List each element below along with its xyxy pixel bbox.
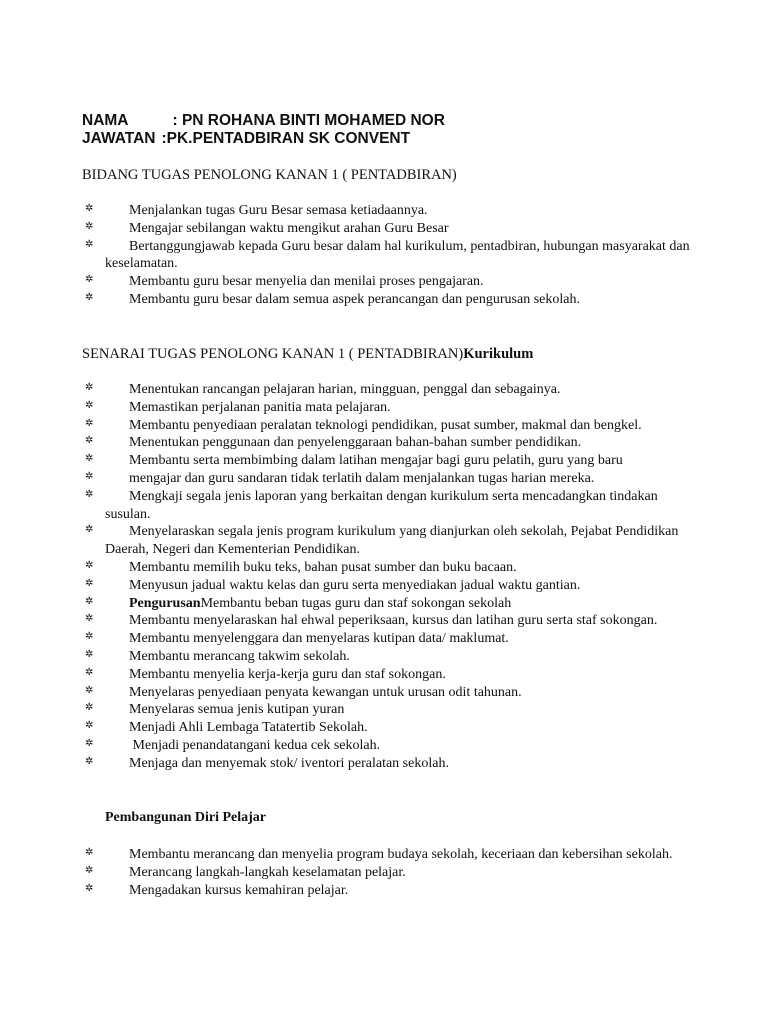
- bullet-icon: ✲: [85, 238, 94, 250]
- list-item: ✲ Membantu merancang takwim sekolah.: [85, 648, 350, 664]
- list-item: ✲ Mengajar sebilangan waktu mengikut arahan Guru Besar: [85, 220, 449, 236]
- bullet-icon: ✲: [85, 631, 94, 643]
- list-item: ✲ Menentukan penggunaan dan penyelenggaraan bahan-bahan sumber pendidikan.: [85, 435, 582, 451]
- list-item: ✲ Mengadakan kursus kemahiran pelajar.: [85, 882, 349, 898]
- bullet-icon: ✲: [85, 524, 94, 536]
- list-item: ✲ Menyelaras semua jenis kutipan yuran: [85, 702, 345, 718]
- list-item: ✲ Membantu merancang dan menyelia program budaya sekolah, keceriaan dan kebersihan sekolah.: [85, 847, 673, 862]
- list-item: ✲ Membantu serta membimbing dalam latihan mengajar bagi guru pelatih, guru yang baru: [85, 453, 623, 469]
- list-item: ✲ Menyelaras penyediaan penyata kewangan untuk urusan odit tahunan.: [85, 684, 522, 700]
- bullet-icon: ✲: [85, 220, 94, 232]
- bullet-icon: ✲: [85, 648, 94, 660]
- list-item: ✲ Bertanggungjawab kepada Guru besar dalam hal kurikulum, pentadbiran, hubungan masyarakat dan keselamatan.: [85, 238, 690, 272]
- bullet-icon: ✲: [85, 399, 94, 411]
- bullet-icon: ✲: [85, 755, 94, 767]
- bullet-icon: ✲: [85, 291, 94, 303]
- bullet-icon: ✲: [85, 203, 94, 214]
- list-item: ✲ Membantu penyediaan peralatan teknologi pendidikan, pusat sumber, makmal dan bengkel.: [85, 417, 642, 433]
- list-item: ✲ Memastikan perjalanan panitia mata pelajaran.: [85, 399, 391, 415]
- position-value: :PK.PENTADBIRAN SK CONVENT: [161, 130, 411, 147]
- bullet-icon: ✲: [85, 666, 94, 678]
- bullet-icon: ✲: [85, 417, 94, 429]
- bullet-icon: ✲: [85, 613, 94, 625]
- list-item: ✲ Merancang langkah-langkah keselamatan pelajar.: [85, 864, 406, 880]
- list-item: ✲ Membantu guru besar menyelia dan menilai proses pengajaran.: [85, 274, 484, 290]
- bullet-icon: ✲: [85, 595, 94, 607]
- list-item: ✲ Membantu menyelia kerja-kerja guru dan staf sokongan.: [85, 666, 446, 682]
- list-item: ✲ Membantu guru besar dalam semua aspek perancangan dan pengurusan sekolah.: [85, 291, 580, 307]
- list-item: ✲ Mengkaji segala jenis laporan yang berkaitan dengan kurikulum serta mencadangkan tindakan susulan.: [85, 488, 658, 522]
- bullet-icon: ✲: [85, 864, 94, 876]
- list-item: ✲ Menentukan rancangan pelajaran harian, mingguan, penggal dan sebagainya.: [85, 382, 561, 397]
- bullet-icon: ✲: [85, 488, 94, 500]
- bullet-icon: ✲: [85, 702, 94, 714]
- bullet-icon: ✲: [85, 453, 94, 465]
- senarai-list: [85, 381, 705, 773]
- senarai-title: SENARAI TUGAS PENOLONG KANAN 1 ( PENTADBIRAN)Kurikulum: [82, 346, 534, 362]
- bidang-list: [85, 202, 705, 309]
- pengurusan-label: Pengurusan: [129, 595, 201, 611]
- list-item: ✲ PengurusanMembantu beban tugas guru dan staf sokongan sekolah: [85, 595, 512, 611]
- bullet-icon: ✲: [85, 274, 94, 286]
- bullet-icon: ✲: [85, 737, 94, 749]
- list-item: ✲ Menjalankan tugas Guru Besar semasa ketiadaannya.: [85, 203, 428, 218]
- bullet-icon: ✲: [85, 559, 94, 571]
- bullet-icon: ✲: [85, 470, 94, 482]
- position-line: [82, 130, 410, 148]
- list-item: ✲ Membantu memilih buku teks, bahan pusat sumber dan buku bacaan.: [85, 559, 517, 575]
- list-item: ✲ Membantu menyelaraskan hal ehwal peperiksaan, kursus dan latihan guru serta staf sokongan.: [85, 613, 658, 629]
- pembangunan-list: [85, 846, 705, 899]
- list-item: ✲ Membantu menyelenggara dan menyelaras kutipan data/ maklumat.: [85, 631, 509, 647]
- name-line: [82, 112, 445, 130]
- list-item: ✲ Menjadi penandatangani kedua cek sekolah.: [85, 737, 381, 753]
- bullet-icon: ✲: [85, 577, 94, 589]
- list-item: ✲ Menyelaraskan segala jenis program kurikulum yang dianjurkan oleh sekolah, Pejabat Pendidikan Daerah, Negeri dan Kementerian Pendidikan.: [85, 524, 679, 558]
- senarai-title-bold: Kurikulum: [463, 346, 534, 362]
- bullet-icon: ✲: [85, 382, 94, 393]
- name-label: NAMA: [82, 112, 129, 129]
- bullet-icon: ✲: [85, 720, 94, 732]
- list-item: ✲ Menjadi Ahli Lembaga Tatatertib Sekolah.: [85, 720, 368, 736]
- bullet-icon: ✲: [85, 882, 94, 894]
- position-label: JAWATAN: [82, 130, 156, 147]
- bullet-icon: ✲: [85, 847, 94, 858]
- list-item: ✲ Menyusun jadual waktu kelas dan guru serta menyediakan jadual waktu gantian.: [85, 577, 581, 593]
- list-item: ✲ mengajar dan guru sandaran tidak terlatih dalam menjalankan tugas harian mereka.: [85, 470, 595, 486]
- bullet-icon: ✲: [85, 684, 94, 696]
- pembangunan-title: Pembangunan Diri Pelajar: [105, 810, 266, 825]
- bidang-title: BIDANG TUGAS PENOLONG KANAN 1 ( PENTADBIRAN): [82, 167, 457, 183]
- list-item: ✲ Menjaga dan menyemak stok/ iventori peralatan sekolah.: [85, 755, 449, 771]
- bullet-icon: ✲: [85, 435, 94, 447]
- name-value: : PN ROHANA BINTI MOHAMED NOR: [172, 112, 445, 129]
